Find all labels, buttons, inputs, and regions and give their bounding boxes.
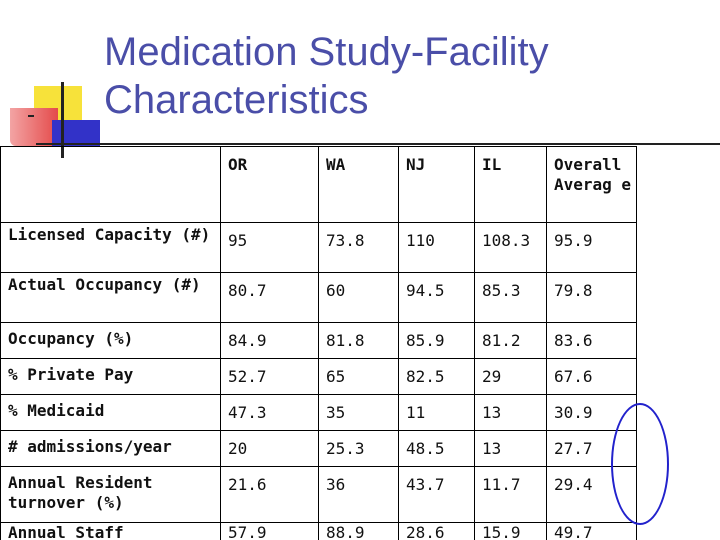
table-row [1, 395, 637, 431]
cell-nj: 85.9 [399, 323, 475, 359]
cell-wa: 65 [319, 359, 399, 395]
cell-or: 84.9 [221, 323, 319, 359]
cell-il: 13 [475, 395, 547, 431]
cell-nj: 28.6 [399, 523, 475, 540]
cell-overall: 30.9 [547, 395, 637, 431]
cell-overall: 49.7 [547, 523, 637, 540]
cell-or: 95 [221, 223, 319, 273]
cell-or: 20 [221, 431, 319, 467]
table-row [1, 523, 637, 540]
cell-or: 57.9 [221, 523, 319, 540]
cell-overall: 67.6 [547, 359, 637, 395]
row-label: Licensed Capacity (#) [1, 223, 221, 273]
cell-wa: 36 [319, 467, 399, 523]
row-label: Occupancy (%) [1, 323, 221, 359]
cell-il: 29 [475, 359, 547, 395]
cell-or: 21.6 [221, 467, 319, 523]
logo-tick-line [28, 115, 34, 117]
header-cell-or: OR [221, 147, 319, 223]
cell-wa: 35 [319, 395, 399, 431]
cell-or: 52.7 [221, 359, 319, 395]
table-row [1, 223, 637, 273]
cell-overall: 27.7 [547, 431, 637, 467]
facility-characteristics-table [0, 146, 637, 540]
header-cell-overall-average: Overall Averag e [547, 147, 637, 223]
cell-nj: 43.7 [399, 467, 475, 523]
table-row [1, 323, 637, 359]
cell-wa: 60 [319, 273, 399, 323]
cell-wa: 81.8 [319, 323, 399, 359]
cell-or: 47.3 [221, 395, 319, 431]
row-label: Annual Staff [1, 523, 221, 540]
header-cell-nj: NJ [399, 147, 475, 223]
slide-title-line1: Medication Study-Facility [104, 30, 549, 74]
cell-wa: 88.9 [319, 523, 399, 540]
title-underline [36, 143, 720, 145]
logo-red-block [10, 108, 58, 146]
row-label: # admissions/year [1, 431, 221, 467]
table-row [1, 359, 637, 395]
row-label: % Medicaid [1, 395, 221, 431]
cell-nj: 11 [399, 395, 475, 431]
cell-overall: 95.9 [547, 223, 637, 273]
cell-il: 11.7 [475, 467, 547, 523]
row-label: Actual Occupancy (#) [1, 273, 221, 323]
table-row [1, 431, 637, 467]
highlight-circle-annotation [611, 403, 669, 525]
header-cell-wa: WA [319, 147, 399, 223]
table-row [1, 467, 637, 523]
cell-il: 15.9 [475, 523, 547, 540]
cell-overall: 79.8 [547, 273, 637, 323]
cell-overall: 29.4 [547, 467, 637, 523]
cell-il: 13 [475, 431, 547, 467]
header-row [1, 147, 637, 223]
slide-title [104, 28, 704, 124]
cell-nj: 48.5 [399, 431, 475, 467]
slide-title-line2: Characteristics [104, 78, 369, 122]
header-cell-il: IL [475, 147, 547, 223]
cell-il: 108.3 [475, 223, 547, 273]
table-row [1, 273, 637, 323]
cell-nj: 94.5 [399, 273, 475, 323]
cell-or: 80.7 [221, 273, 319, 323]
cell-wa: 73.8 [319, 223, 399, 273]
cell-nj: 82.5 [399, 359, 475, 395]
header-cell-empty [1, 147, 221, 223]
row-label: % Private Pay [1, 359, 221, 395]
cell-il: 85.3 [475, 273, 547, 323]
row-label: Annual Resident turnover (%) [1, 467, 221, 523]
cell-nj: 110 [399, 223, 475, 273]
cell-overall: 83.6 [547, 323, 637, 359]
cell-wa: 25.3 [319, 431, 399, 467]
cell-il: 81.2 [475, 323, 547, 359]
